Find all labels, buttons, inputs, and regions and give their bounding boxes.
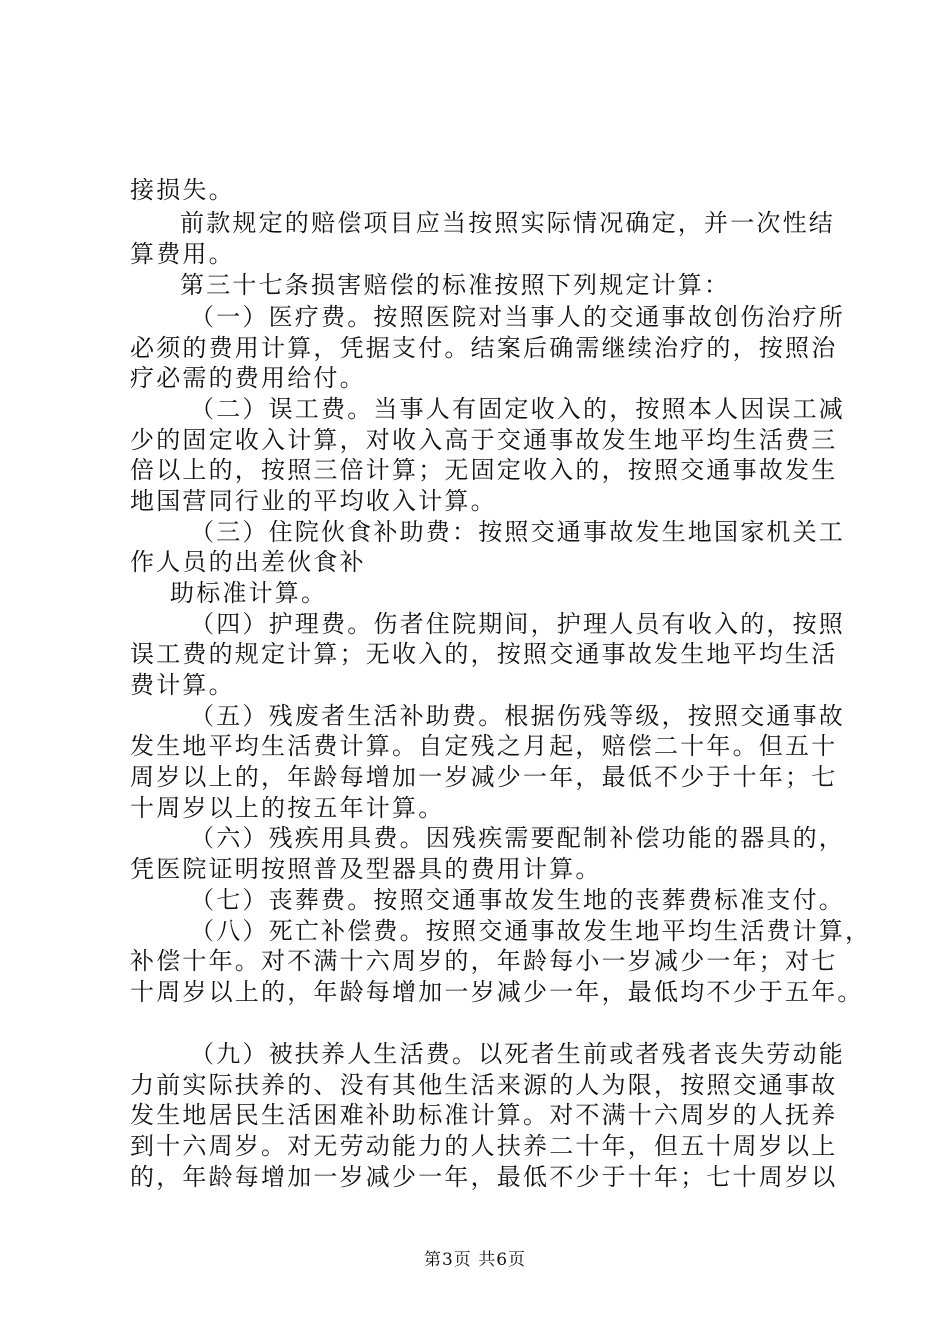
text-line: 十周岁以上的，年龄每增加一岁减少一年，最低均不少于五年。 bbox=[130, 978, 864, 1006]
text-line: 费计算。 bbox=[130, 671, 235, 699]
text-line: 误工费的规定计算；无收入的，按照交通事故发生地平均生活 bbox=[130, 640, 838, 668]
text-line: 发生地居民生活困难补助标准计算。对不满十六周岁的人抚养 bbox=[130, 1101, 838, 1129]
text-line: 倍以上的，按照三倍计算；无固定收入的，按照交通事故发生 bbox=[130, 456, 838, 484]
text-line: （八）死亡补偿费。按照交通事故发生地平均生活费计算， bbox=[190, 917, 872, 945]
text-line: 前款规定的赔偿项目应当按照实际情况确定，并一次性结 bbox=[180, 209, 835, 237]
text-line: 助标准计算。 bbox=[170, 579, 328, 607]
text-line: 必须的费用计算，凭据支付。结案后确需继续治疗的，按照治 bbox=[130, 334, 838, 362]
text-line: （五）残废者生活补助费。根据伤残等级，按照交通事故 bbox=[190, 702, 845, 730]
text-line: （六）残疾用具费。因残疾需要配制补偿功能的器具的， bbox=[190, 824, 845, 852]
text-line: 力前实际扶养的、没有其他生活来源的人为限，按照交通事故 bbox=[130, 1071, 838, 1099]
text-line: 地国营同行业的平均收入计算。 bbox=[130, 487, 497, 515]
text-line: 作人员的出差伙食补 bbox=[130, 548, 366, 576]
page-number-footer: 第3页 共6页 bbox=[423, 1250, 527, 1270]
text-line: 发生地平均生活费计算。自定残之月起，赔偿二十年。但五十 bbox=[130, 732, 838, 760]
text-line: 十周岁以上的按五年计算。 bbox=[130, 794, 445, 822]
text-line: （九）被扶养人生活费。以死者生前或者残者丧失劳动能 bbox=[190, 1040, 845, 1068]
text-line: 接损失。 bbox=[130, 176, 235, 204]
text-line: 第三十七条损害赔偿的标准按照下列规定计算： bbox=[180, 271, 731, 299]
text-line: 补偿十年。对不满十六周岁的，年龄每小一岁减少一年；对七 bbox=[130, 947, 838, 975]
text-line: （二）误工费。当事人有固定收入的，按照本人因误工减 bbox=[190, 395, 845, 423]
text-line: （四）护理费。伤者住院期间，护理人员有收入的，按照 bbox=[190, 610, 845, 638]
text-line: （三）住院伙食补助费：按照交通事故发生地国家机关工 bbox=[190, 518, 845, 546]
text-line: 算费用。 bbox=[130, 240, 235, 268]
text-line: （一）医疗费。按照医院对当事人的交通事故创伤治疗所 bbox=[190, 303, 845, 331]
text-line: 周岁以上的，年龄每增加一岁减少一年，最低不少于十年；七 bbox=[130, 763, 838, 791]
text-line: 到十六周岁。对无劳动能力的人扶养二十年，但五十周岁以上 bbox=[130, 1132, 838, 1160]
text-line: （七）丧葬费。按照交通事故发生地的丧葬费标准支付。 bbox=[190, 886, 845, 914]
text-line: 疗必需的费用给付。 bbox=[130, 364, 366, 392]
text-line: 凭医院证明按照普及型器具的费用计算。 bbox=[130, 855, 602, 883]
text-line: 的，年龄每增加一岁减少一年，最低不少于十年；七十周岁以 bbox=[130, 1163, 838, 1191]
text-line: 少的固定收入计算，对收入高于交通事故发生地平均生活费三 bbox=[130, 426, 838, 454]
